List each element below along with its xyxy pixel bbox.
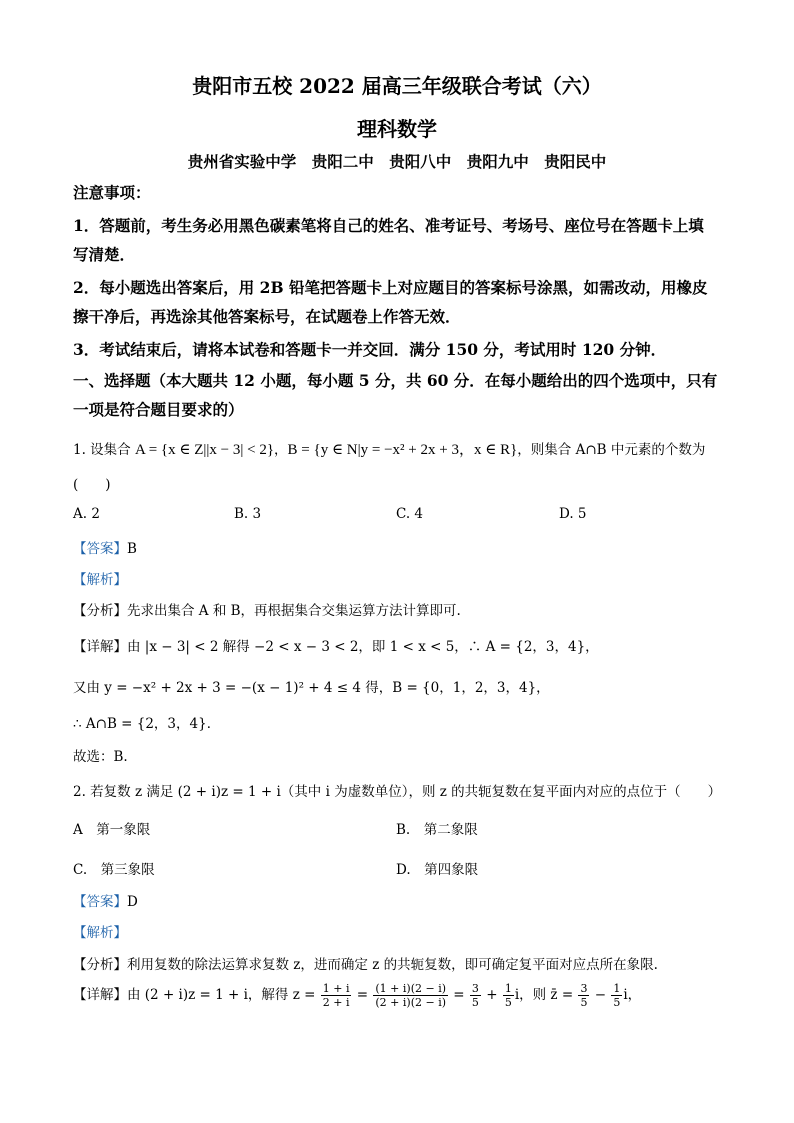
section-heading-line-1: 一、选择题（本大题共 12 小题，每小题 5 分，共 60 分．在每小题给出的四个选项中，只有 — [73, 371, 718, 390]
notice-item-2-line-1: 2．每小题选出答案后，用 2B 铅笔把答题卡上对应题目的答案标号涂黑，如需改动，用橡皮 — [73, 278, 708, 297]
q2-fraction-6-den: 5 — [613, 996, 621, 1009]
q2-fraction-2-num: (1 + i)(2 − i) — [375, 982, 447, 995]
q2-fraction-5 — [578, 982, 589, 1009]
section-heading-line-2: 一项是符合题目要求的） — [73, 400, 244, 419]
notice-item-1-line-2: 写清楚． — [73, 245, 136, 264]
q1-answer-value: B — [127, 541, 137, 557]
notice-item-3: 3．考试结束后，请将本试卷和答题卡一并交回．满分 150 分，考试用时 120 分钟． — [73, 340, 667, 359]
page-subtitle: 理科数学 — [357, 117, 437, 141]
q1-paren: ( ) — [73, 477, 111, 493]
q1-option-b: B. 3 — [234, 506, 262, 522]
q2-analysis-tag: 【解析】 — [73, 925, 127, 941]
q2-detail-mid: i，则 z̄ = — [514, 987, 574, 1003]
q1-fenxi-tag: 【分析】 — [73, 603, 127, 619]
q2-stem: 2. 若复数 z 满足 (2 + i)z = 1 + i（其中 i 为虚数单位），则 z 的共轭复数在复平面内对应的点位于（ ） — [73, 784, 722, 800]
q1-answer-tag: 【答案】 — [73, 541, 127, 557]
q1-detail-tag: 【详解】 — [73, 639, 127, 655]
q2-fraction-2 — [373, 982, 448, 1009]
q2-option-a: A 第一象限 — [73, 822, 151, 838]
notice-item-2-line-2: 擦干净后，再选涂其他答案标号，在试题卷上作答无效． — [73, 307, 461, 326]
q2-detail-tag: 【详解】 — [73, 987, 127, 1003]
q1-set-a: A = {x ∈ Z||x − 3| < 2} — [134, 442, 275, 458]
q2-fraction-1-den: 2 + i — [322, 996, 350, 1009]
notice-item-1-line-1: 1．答题前，考生务必用黑色碳素笔将自己的姓名、准考证号、考场号、座位号在答题卡上填 — [73, 216, 704, 235]
q2-fraction-5-num: 3 — [580, 982, 588, 995]
q2-answer-value: D — [127, 894, 138, 910]
q2-fraction-1-num: 1 + i — [322, 982, 350, 995]
q2-option-b: B. 第二象限 — [396, 822, 478, 838]
q1-fenxi-text: 先求出集合 A 和 B，再根据集合交集运算方法计算即可. — [127, 603, 461, 619]
q1-prefix: 1. 设集合 — [73, 442, 131, 458]
q2-fraction-3-den: 5 — [471, 996, 479, 1009]
q2-fenxi — [73, 953, 658, 973]
q1-detail-2: 又由 y = −x² + 2x + 3 = −(x − 1)² + 4 ≤ 4 得，B = {0，1，2，3，4}， — [73, 680, 550, 696]
q1-suffix: ，则集合 A∩B 中元素的个数为 — [517, 442, 706, 458]
q2-detail-prefix: 由 (2 + i)z = 1 + i，解得 z = — [127, 987, 316, 1003]
q2-detail: 【详解】由 (2 + i)z = 1 + i，解得 z = $\frac{1 + i}{2 + i}$ = $\frac{(1 + i)(2 - i)}{(2 + i)(2 - i)}$ = $\frac{3}{5}$ + $\frac{1}{5}$ i，则 z̄ = $\frac{3}{5}$ − $\frac{1}{5}$ i， — [73, 982, 642, 1009]
q2-fraction-2-den: (2 + i)(2 − i) — [375, 996, 447, 1009]
q1-fenxi — [73, 599, 461, 619]
q2-option-d: D. 第四象限 — [396, 862, 479, 878]
q1-analysis-tag: 【解析】 — [73, 572, 127, 588]
q2-fraction-3-num: 3 — [471, 982, 479, 995]
q1-stem — [73, 438, 705, 459]
q1-set-b: B = {y ∈ N|y = −x² + 2x + 3，x ∈ R} — [287, 442, 518, 458]
q2-fraction-6-num: 1 — [613, 982, 621, 995]
q2-fenxi-tag: 【分析】 — [73, 957, 127, 973]
q2-fraction-6 — [611, 982, 622, 1009]
notice-heading: 注意事项： — [73, 183, 151, 202]
q1-answer — [73, 537, 137, 557]
q1-detail-1 — [73, 635, 599, 655]
q1-comma: ， — [274, 442, 288, 458]
q1-detail-3: ∴ A∩B = {2，3，4}． — [73, 716, 221, 732]
q1-option-d: D. 5 — [559, 506, 587, 522]
q2-fraction-3 — [470, 982, 481, 1009]
q1-conclusion: 故选：B. — [73, 749, 128, 765]
q2-fraction-4-num: 1 — [504, 982, 512, 995]
q2-option-c: C. 第三象限 — [73, 862, 155, 878]
q2-answer-tag: 【答案】 — [73, 894, 127, 910]
q2-detail-end: i， — [623, 987, 642, 1003]
q2-fraction-4-den: 5 — [504, 996, 512, 1009]
q2-fenxi-text: 利用复数的除法运算求复数 z，进而确定 z 的共轭复数，即可确定复平面对应点所在象限. — [127, 957, 658, 973]
q2-fraction-4 — [503, 982, 514, 1009]
q2-answer — [73, 890, 138, 910]
school-list: 贵州省实验中学 贵阳二中 贵阳八中 贵阳九中 贵阳民中 — [187, 152, 607, 171]
q1-detail-1-text: 由 |x − 3| < 2 解得 −2 < x − 3 < 2，即 1 < x < 5，∴ A = {2，3，4}， — [127, 639, 599, 655]
q2-fraction-1 — [321, 982, 352, 1009]
page-title: 贵阳市五校 2022 届高三年级联合考试（六） — [192, 74, 602, 98]
q1-option-a: A. 2 — [73, 506, 100, 522]
q2-fraction-5-den: 5 — [580, 996, 588, 1009]
q1-option-c: C. 4 — [396, 506, 424, 522]
